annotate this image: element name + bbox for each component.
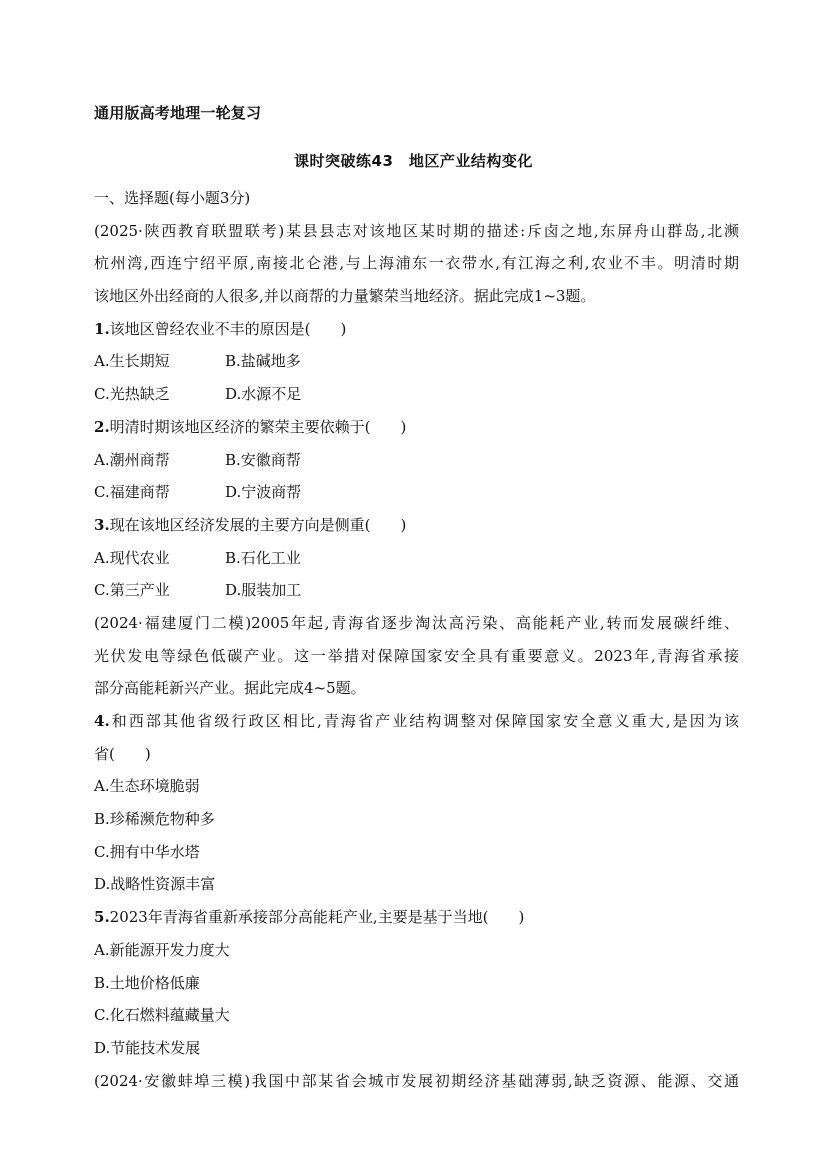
intro-line: 杭州湾,西连宁绍平原,南接北仑港,与上海浦东一衣带水,有江海之利,农业不丰。明清时期 (94, 254, 739, 273)
intro-line: (2024·福建厦门二模)2005年起,青海省逐步淘汰高污染、高能耗产业,转而发展碳纤维、 (94, 613, 739, 632)
question-text: 和西部其他省级行政区相比,青海省产业结构调整对保障国家安全意义重大,是因为该 (109, 712, 739, 730)
intro-line: 该地区外出经商的人很多,并以商帮的力量繁荣当地经济。据此完成1~3题。 (94, 287, 596, 306)
question-5 (94, 901, 739, 1064)
option-row (94, 444, 739, 477)
question-2 (94, 411, 739, 509)
document-body (94, 182, 739, 1097)
option-b[interactable]: B.盐碱地多 (225, 352, 301, 371)
option-a[interactable]: A.现代农业 (94, 548, 170, 567)
option-b[interactable]: B.土地价格低廉 (94, 973, 200, 992)
option-b[interactable]: B.安徽商帮 (225, 450, 301, 469)
option-b[interactable]: B.珍稀濒危物种多 (94, 810, 215, 829)
option-d[interactable]: D.水源不足 (225, 385, 302, 404)
option-c[interactable]: C.光热缺乏 (94, 385, 170, 404)
option-c[interactable]: C.拥有中华水塔 (94, 842, 200, 861)
question-text: 2023年青海省重新承接部分高能耗产业,主要是基于当地( ) (109, 908, 525, 927)
intro-line: 光伏发电等绿色低碳产业。这一举措对保障国家安全具有重要意义。2023年,青海省承接 (94, 646, 739, 665)
question-stem: 2.明清时期该地区经济的繁荣主要依赖于( ) (94, 417, 407, 436)
question-number: 4 (94, 712, 105, 730)
question-text-cont: 省( ) (94, 744, 151, 763)
intro-line: 部分高能耗新兴产业。据此完成4~5题。 (94, 679, 366, 698)
question-4 (94, 705, 739, 901)
intro-line: (2024·安徽蚌埠三模)我国中部某省会城市发展初期经济基础薄弱,缺乏资源、能源、交通 (94, 1071, 739, 1090)
option-d[interactable]: D.服装加工 (225, 581, 302, 600)
option-c[interactable]: C.化石燃料蕴藏量大 (94, 1006, 230, 1025)
question-stem: 3.现在该地区经济发展的主要方向是侧重( ) (94, 515, 407, 534)
option-d[interactable]: D.宁波商帮 (225, 483, 302, 502)
section-heading: 一、选择题(每小题3分) (94, 189, 251, 207)
group-intro-3 (94, 1065, 739, 1098)
option-d[interactable]: D.节能技术发展 (94, 1038, 201, 1057)
question-3 (94, 509, 739, 607)
series-title: 通用版高考地理一轮复习 (94, 104, 262, 122)
option-a[interactable]: A.新能源开发力度大 (94, 940, 230, 959)
question-stem: 1.该地区曾经农业不丰的原因是( ) (94, 319, 347, 338)
group-intro-1 (94, 215, 739, 313)
intro-line: (2025·陕西教育联盟联考)某县县志对该地区某时期的描述:斥卤之地,东屏舟山群岛,北濒 (94, 221, 739, 240)
question-text: 明清时期该地区经济的繁荣主要依赖于( ) (109, 417, 407, 436)
question-stem: 4.和西部其他省级行政区相比,青海省产业结构调整对保障国家安全意义重大,是因为该 (94, 712, 739, 730)
option-b[interactable]: B.石化工业 (225, 548, 301, 567)
question-number: 1 (94, 319, 105, 338)
option-row (94, 476, 739, 509)
option-row (94, 574, 739, 607)
question-stem: 5.2023年青海省重新承接部分高能耗产业,主要是基于当地( ) (94, 908, 525, 927)
question-text: 现在该地区经济发展的主要方向是侧重( ) (109, 515, 407, 534)
option-row (94, 378, 739, 411)
page-title: 课时突破练43 地区产业结构变化 (294, 152, 533, 170)
option-a[interactable]: A.生长期短 (94, 352, 170, 371)
question-text: 该地区曾经农业不丰的原因是( ) (109, 319, 347, 338)
question-number: 5 (94, 908, 105, 927)
option-d[interactable]: D.战略性资源丰富 (94, 875, 216, 894)
option-row (94, 542, 739, 575)
option-row (94, 345, 739, 378)
option-c[interactable]: C.福建商帮 (94, 483, 170, 502)
group-intro-2 (94, 607, 739, 705)
question-number: 2 (94, 417, 105, 436)
question-number: 3 (94, 515, 105, 534)
question-1 (94, 313, 739, 411)
option-a[interactable]: A.生态环境脆弱 (94, 777, 200, 796)
option-a[interactable]: A.潮州商帮 (94, 450, 170, 469)
option-c[interactable]: C.第三产业 (94, 581, 170, 600)
